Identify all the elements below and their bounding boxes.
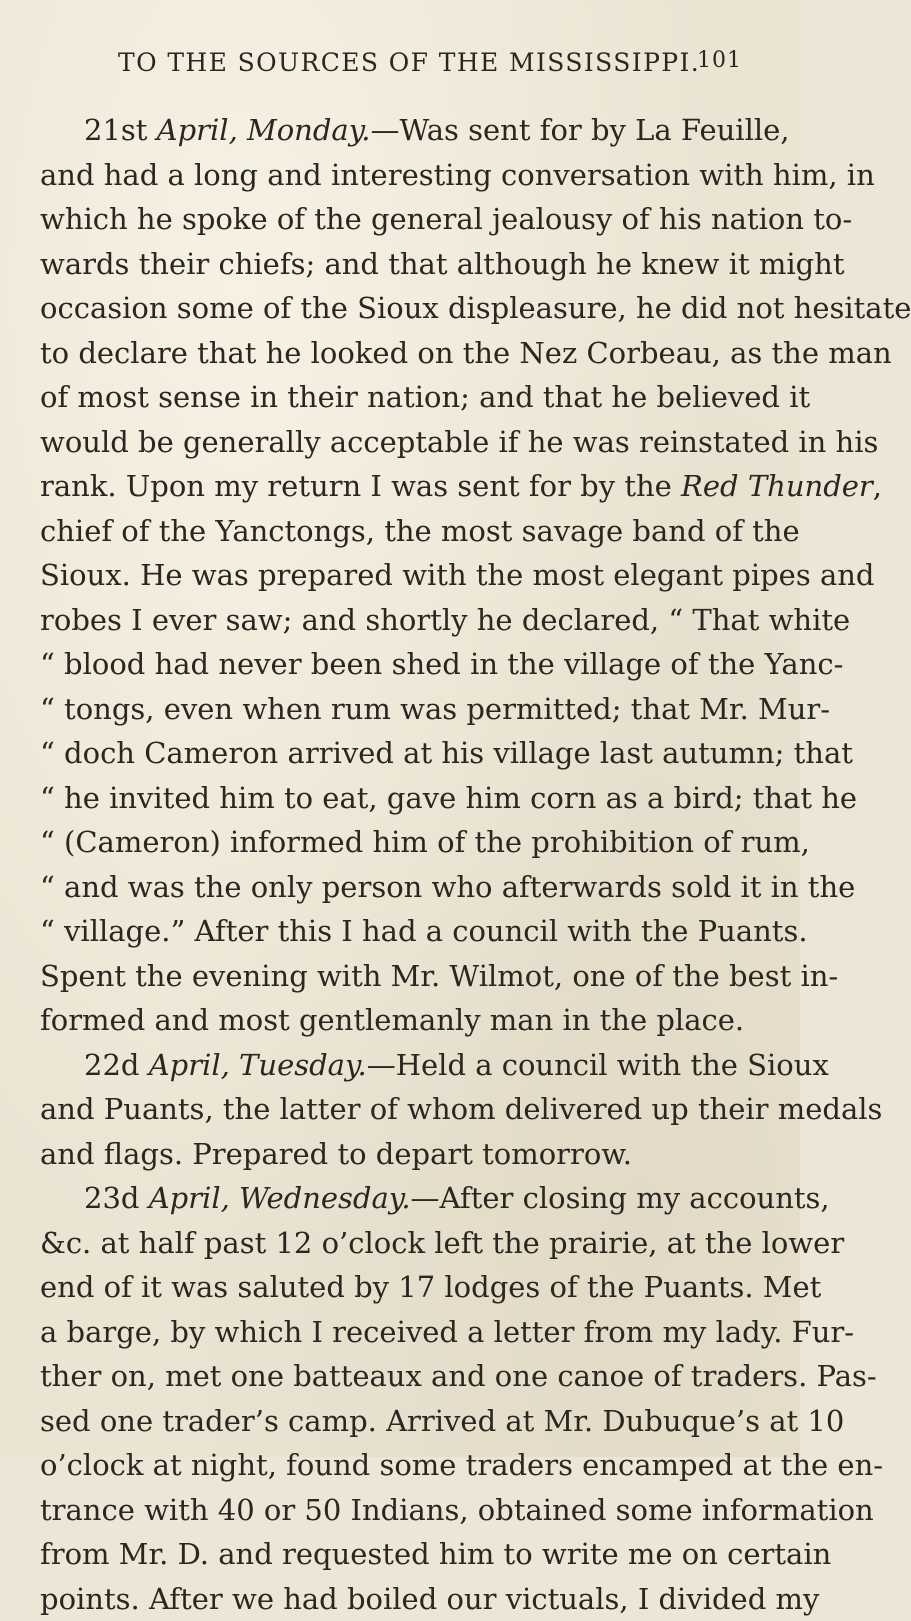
text-line-2: and had a long and interesting conversation with him, in	[40, 153, 760, 198]
text-line-19: “ village.” After this I had a council with the Puants.	[40, 909, 760, 954]
text-line-4: wards their chiefs; and that although he knew it might	[40, 242, 760, 287]
text-line-12: robes I ever saw; and shortly he declared, “ That white	[40, 598, 760, 643]
text-line-24: and flags. Prepared to depart tomorrow.	[40, 1132, 760, 1177]
text-line-7: of most sense in their nation; and that he believed it	[40, 375, 760, 420]
text-line-31: o’clock at night, found some traders encamped at the en-	[40, 1443, 760, 1488]
text-line-29: ther on, met one batteaux and one canoe of traders. Pas-	[40, 1354, 760, 1399]
text-line-22: 22d April, Tuesday.—Held a council with the Sioux	[40, 1043, 760, 1088]
running-title: TO THE SOURCES OF THE MISSISSIPPI.	[118, 48, 700, 77]
text-line-13: “ blood had never been shed in the village of the Yanc-	[40, 642, 760, 687]
text-line-33: from Mr. D. and requested him to write me on certain	[40, 1532, 760, 1577]
text-line-8: would be generally acceptable if he was reinstated in his	[40, 420, 760, 465]
text-line-30: sed one trader’s camp. Arrived at Mr. Dubuque’s at 10	[40, 1399, 760, 1444]
text-line-21: formed and most gentlemanly man in the place.	[40, 998, 760, 1043]
text-line-20: Spent the evening with Mr. Wilmot, one of the best in-	[40, 954, 760, 999]
text-line-34: points. After we had boiled our victuals, I divided my	[40, 1577, 760, 1621]
text-line-26: &c. at half past 12 o’clock left the prairie, at the lower	[40, 1221, 760, 1266]
running-head	[92, 48, 742, 88]
text-line-6: to declare that he looked on the Nez Corbeau, as the man	[40, 331, 760, 376]
text-line-1: 21st April, Monday.—Was sent for by La Feuille,	[40, 108, 760, 153]
text-line-14: “ tongs, even when rum was permitted; that Mr. Mur-	[40, 687, 760, 732]
page-number: 101	[697, 48, 742, 73]
text-line-9: rank. Upon my return I was sent for by the Red Thunder,	[40, 464, 760, 509]
text-line-11: Sioux. He was prepared with the most elegant pipes and	[40, 553, 760, 598]
body-text	[40, 108, 760, 1621]
text-line-25: 23d April, Wednesday.—After closing my accounts,	[40, 1176, 760, 1221]
text-line-10: chief of the Yanctongs, the most savage band of the	[40, 509, 760, 554]
text-line-18: “ and was the only person who afterwards sold it in the	[40, 865, 760, 910]
text-line-32: trance with 40 or 50 Indians, obtained some information	[40, 1488, 760, 1533]
text-line-3: which he spoke of the general jealousy of his nation to-	[40, 197, 760, 242]
text-line-23: and Puants, the latter of whom delivered up their medals	[40, 1087, 760, 1132]
text-line-16: “ he invited him to eat, gave him corn as a bird; that he	[40, 776, 760, 821]
text-line-27: end of it was saluted by 17 lodges of the Puants. Met	[40, 1265, 760, 1310]
text-line-17: “ (Cameron) informed him of the prohibition of rum,	[40, 820, 760, 865]
text-line-28: a barge, by which I received a letter from my lady. Fur-	[40, 1310, 760, 1355]
text-line-5: occasion some of the Sioux displeasure, he did not hesitate	[40, 286, 760, 331]
text-line-15: “ doch Cameron arrived at his village last autumn; that	[40, 731, 760, 776]
